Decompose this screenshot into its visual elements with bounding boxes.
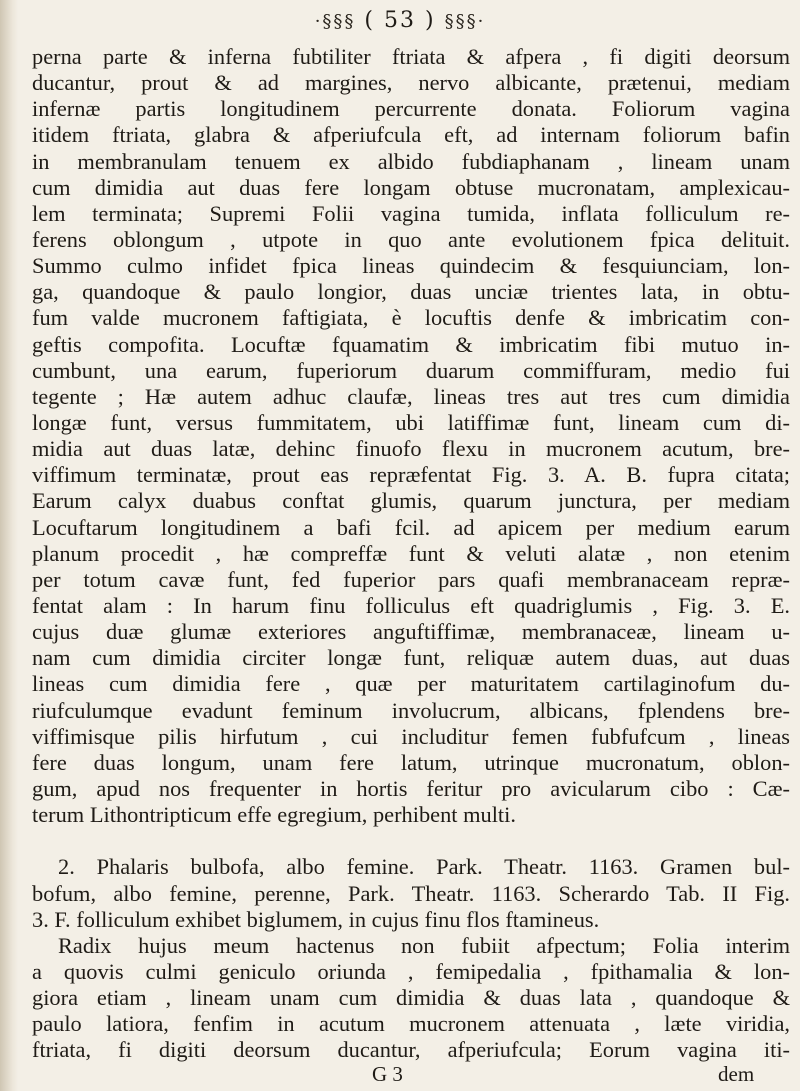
text-line: planum procedit , hæ compreffæ funt & veluti alatæ , non etenim [32, 540, 790, 566]
text-line: infernæ partis longitudinem percurrente donata. Foliorum vagina [32, 96, 790, 122]
text-line: giora etiam , lineam unam cum dimidia & duas lata , quandoque & [32, 985, 790, 1011]
text-line: gum, apud nos frequenter in hortis feritur pro avicularum cibo : Cæ- [32, 775, 790, 801]
text-line: 2. Phalaris bulbofa, albo femine. Park. Theatr. 1163. Gramen bul- [58, 854, 790, 880]
page-number: ( 53 ) [364, 8, 436, 33]
text-line: lineas cum dimidia fere , quæ per maturitatem cartilaginofum du- [32, 671, 790, 697]
text-line [32, 828, 790, 854]
text-line: ducantur, prout & ad margines, nervo albicante, prætenui, mediam [32, 70, 790, 96]
text-line: ferens oblongum , utpote in quo ante evolutionem fpica delituit. [32, 226, 790, 252]
text-line: Locuftarum longitudinem a bafi fcil. ad apicem per medium earum [32, 514, 790, 540]
text-line: longæ funt, versus fummitatem, ubi latiffimæ funt, lineam cum di- [32, 409, 790, 435]
text-line: bofum, albo femine, perenne, Park. Theatr. 1163. Scherardo Tab. II Fig. [32, 880, 790, 906]
text-line: ftriata, fi digiti deorsum ducantur, afperiufcula; Eorum vagina iti- [32, 1037, 790, 1063]
text-line: cujus duæ glumæ exteriores anguftiffimæ, membranaceæ, lineam u- [32, 619, 790, 645]
text-line: Summo culmo infidet fpica lineas quindecim & fesquiunciam, lon- [32, 253, 790, 279]
text-line: viffimisque pilis hirfutum , cui includitur femen fubfufcum , lineas [32, 723, 790, 749]
text-line: perna parte & inferna fubtiliter ftriata & afpera , fi digiti deorsum [32, 44, 790, 69]
text-line: paulo latiora, fenfim in acutum mucronem attenuata , læte viridia, [32, 1011, 790, 1037]
text-line: viffimum terminatæ, prout eas repræfentat Fig. 3. A. B. fupra citata; [32, 462, 790, 488]
text-line: Earum calyx duabus conftat glumis, quarum junctura, per mediam [32, 488, 790, 514]
text-line: fum valde mucronem faftigiata, è locuftis denfe & imbricatim con- [32, 305, 790, 331]
text-line: riufculumque evadunt feminum involucrum, albicans, fplendens bre- [32, 697, 790, 723]
text-line: tegente ; Hæ autem adhuc claufæ, lineas tres aut tres cum dimidia [32, 383, 790, 409]
text-line: terum Lithontripticum effe egregium, perhibent multi. [32, 802, 516, 828]
text-line: cumbunt, una earum, fuperiorum duarum commiffuram, medio fui [32, 357, 790, 383]
ornament-right: §§§· [444, 11, 486, 32]
text-line: cum dimidia aut duas fere longam obtuse mucronatam, amplexicau- [32, 174, 790, 200]
text-line: lem terminata; Supremi Folii vagina tumida, inflata folliculum re- [32, 200, 790, 226]
signature-mark: G 3 [372, 1062, 403, 1086]
text-line: Radix hujus meum hactenus non fubiit afpectum; Folia interim [58, 932, 790, 958]
text-line: fere duas longum, unam fere latum, utrinque mucronatum, oblon- [32, 749, 790, 775]
ornament-left: ·§§§ [314, 11, 356, 32]
text-line: ga, quandoque & paulo longior, duas unciæ trientes lata, in obtu- [32, 279, 790, 305]
text-line: geftis compofita. Locuftæ fquamatim & imbricatim fibi mutuo in- [32, 331, 790, 357]
text-line: midia aut duas latæ, dehinc finuofo flexu in mucronem acutum, bre- [32, 436, 790, 462]
page-binding-edge [0, 0, 18, 1091]
page-header [0, 8, 800, 33]
body-text [32, 44, 790, 1063]
text-line: 3. F. folliculum exhibet biglumem, in cujus finu flos ftamineus. [32, 906, 600, 932]
text-line: in membranulam tenuem ex albido fubdiaphanam , lineam unam [32, 148, 790, 174]
text-line: itidem ftriata, glabra & afperiufcula eft, ad internam foliorum bafin [32, 122, 790, 148]
text-line: a quovis culmi geniculo oriunda , femipedalia , fpithamalia & lon- [32, 958, 790, 984]
text-line: nam cum dimidia circiter longæ funt, reliquæ autem duas, aut duas [32, 645, 790, 671]
catchword: dem [718, 1062, 755, 1086]
text-line: fentat alam : In harum finu folliculus eft quadriglumis , Fig. 3. E. [32, 592, 790, 618]
text-line: per totum cavæ funt, fed fuperior pars quafi membranaceam repræ- [32, 566, 790, 592]
